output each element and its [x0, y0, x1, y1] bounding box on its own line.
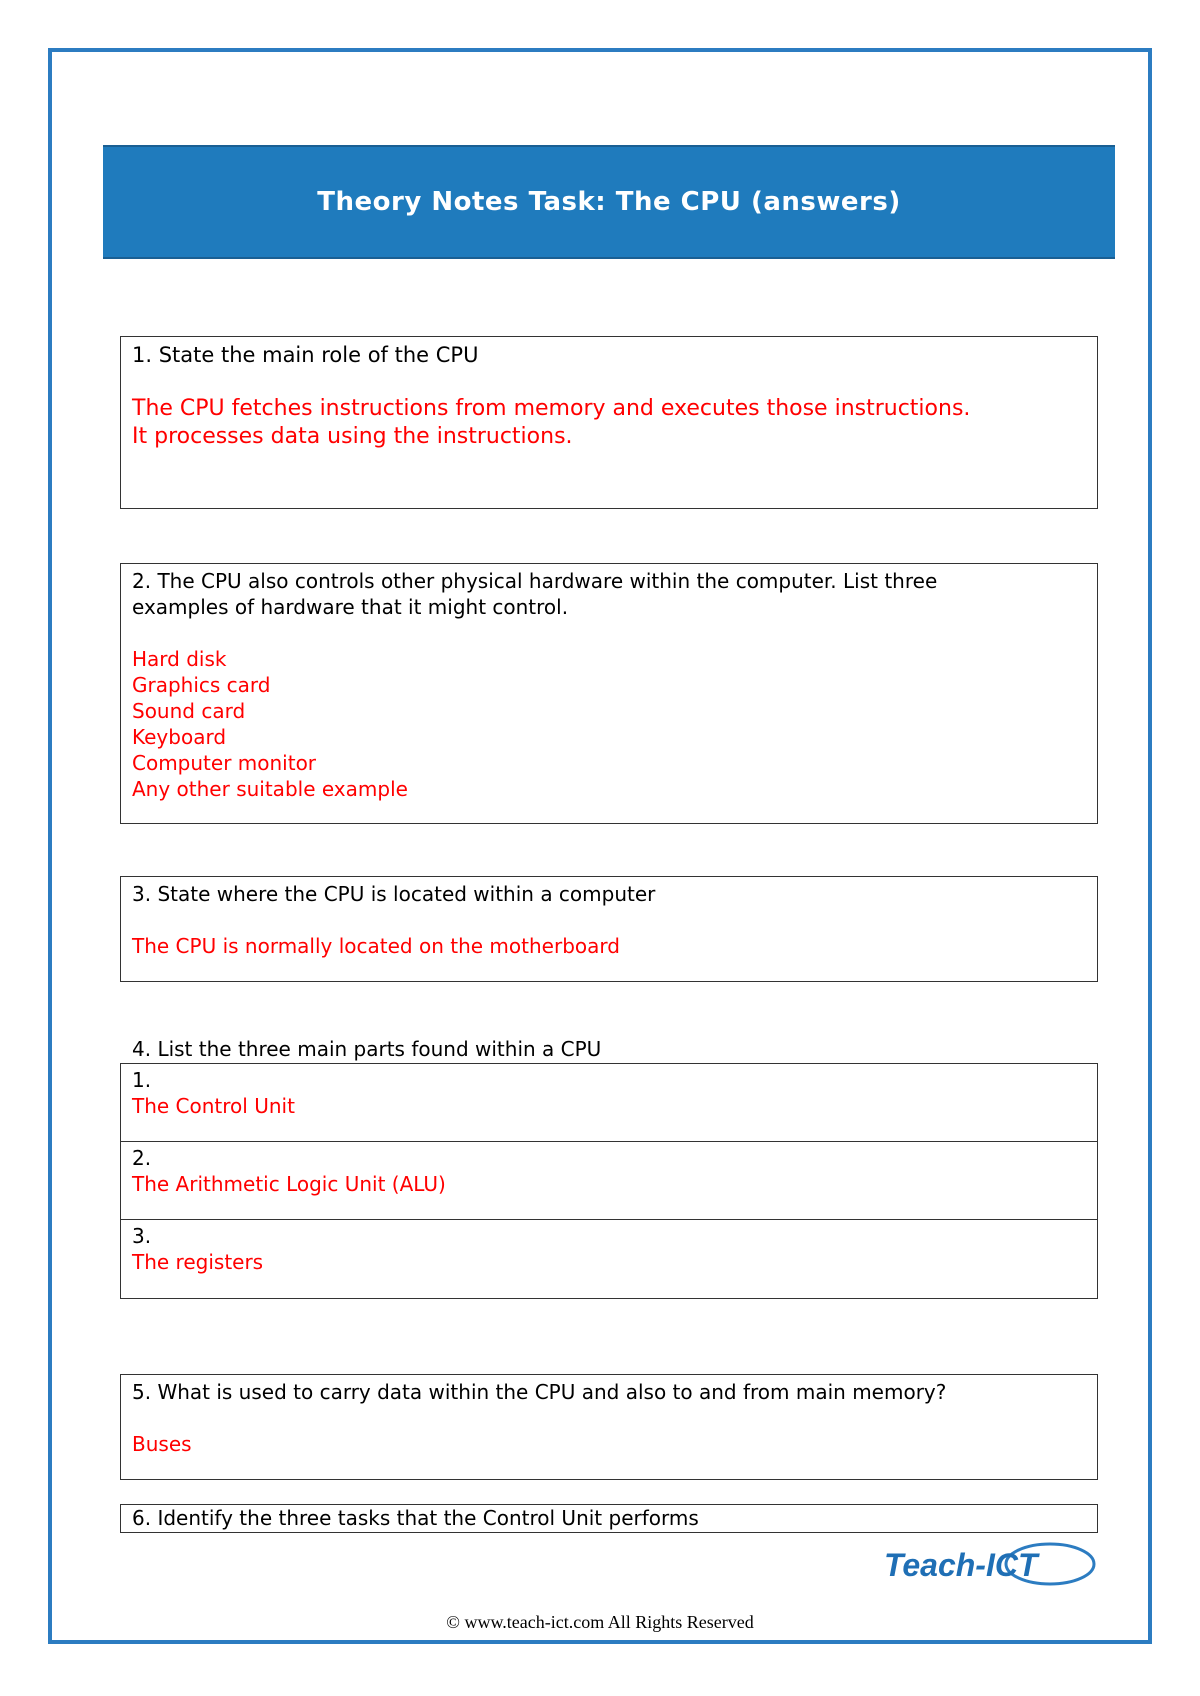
question-2-answer-item: Sound card	[132, 699, 246, 723]
question-6-box	[120, 1504, 1098, 1533]
question-1-answer-line-2: It processes data using the instructions.	[132, 424, 573, 449]
question-4-row	[121, 1064, 1097, 1142]
question-4-text: 4. List the three main parts found within a CPU	[132, 1037, 602, 1061]
question-2-text-line-2: examples of hardware that it might control.	[132, 595, 569, 619]
question-2-text-line-1: 2. The CPU also controls other physical hardware within the computer. List three	[132, 569, 938, 593]
row-answer: The Control Unit	[132, 1094, 295, 1118]
question-5-answer: Buses	[132, 1432, 192, 1456]
question-6-text: 6. Identify the three tasks that the Control Unit performs	[132, 1506, 699, 1530]
row-answer: The Arithmetic Logic Unit (ALU)	[132, 1172, 446, 1196]
question-3-answer: The CPU is normally located on the motherboard	[132, 934, 620, 958]
question-4-row	[121, 1142, 1097, 1220]
row-answer: The registers	[132, 1250, 264, 1274]
question-1-text: 1. State the main role of the CPU	[132, 343, 479, 367]
row-number: 2.	[132, 1146, 152, 1170]
copyright-footer: © www.teach-ict.com All Rights Reserved	[446, 1612, 754, 1632]
row-number: 1.	[132, 1068, 152, 1092]
question-4-table	[120, 1063, 1098, 1299]
row-number: 3.	[132, 1224, 152, 1248]
teach-ict-logo	[880, 1540, 1100, 1590]
question-2-answer-item: Keyboard	[132, 725, 227, 749]
question-2-box	[120, 563, 1098, 824]
question-1-answer-line-1: The CPU fetches instructions from memory and executes those instructions.	[132, 396, 971, 421]
question-3-box	[120, 876, 1098, 982]
question-2-answer-item: Computer monitor	[132, 751, 317, 775]
question-1-box	[120, 336, 1098, 509]
title-banner	[103, 145, 1115, 259]
svg-text:Teach-ICT: Teach-ICT	[884, 1547, 1038, 1583]
question-2-answer-item: Any other suitable example	[132, 777, 408, 801]
question-5-box	[120, 1374, 1098, 1480]
question-4-row	[121, 1220, 1097, 1298]
page-title: Theory Notes Task: The CPU (answers)	[317, 187, 901, 217]
question-2-answer-item: Hard disk	[132, 647, 227, 671]
question-5-text: 5. What is used to carry data within the CPU and also to and from main memory?	[132, 1380, 947, 1404]
question-3-text: 3. State where the CPU is located within a computer	[132, 882, 656, 906]
question-2-answer-item: Graphics card	[132, 673, 271, 697]
